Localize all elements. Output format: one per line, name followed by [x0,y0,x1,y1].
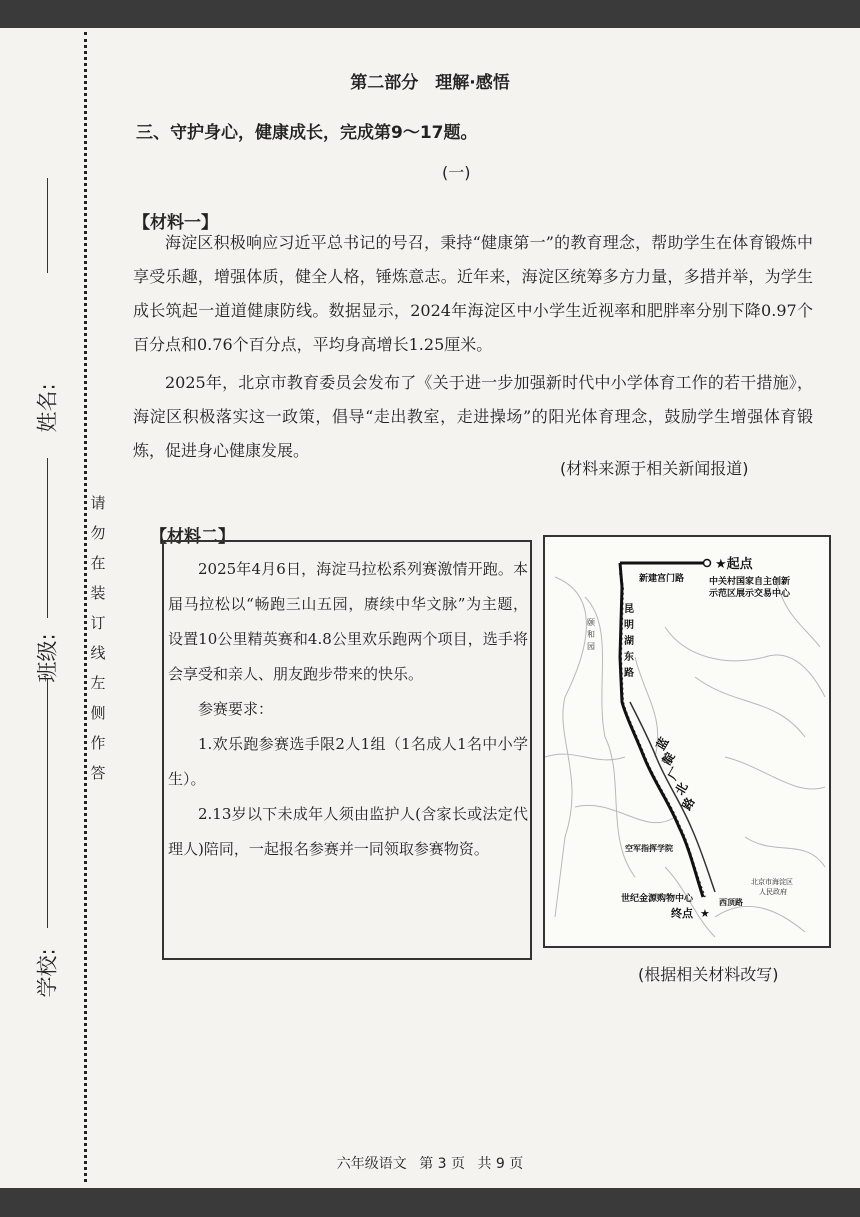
notice-char: 作 [90,734,106,752]
binding-line [84,32,87,1182]
notice-char: 答 [90,764,106,782]
notice-char: 请 [90,494,106,512]
map-road-lanzhi-char: 厂 [665,765,684,783]
map-school-label: 空军指挥学院 [625,844,673,853]
notice-char: 订 [90,614,106,632]
map-yiheyuan-char: 园 [587,642,595,651]
map-govt-line1: 北京市海淀区 [751,878,793,886]
map-road-lanzhi-char: 靛 [659,750,678,768]
map-road-top: 新建宫门路 [639,574,685,584]
map-end-label: 终点 [671,907,693,920]
sub-number: (一) [442,163,471,182]
material1-source: (材料来源于相关新闻报道) [560,459,749,478]
notice-char: 勿 [90,524,106,542]
name-write-line-upper [47,178,48,273]
map-road-kunming-char: 昆 [624,604,634,615]
route-map [543,535,831,948]
notice-char: 在 [90,554,106,572]
binding-notice [88,488,108,788]
school-label: 学校: [35,948,60,998]
notice-char: 侧 [90,704,106,722]
school-write-line [47,678,48,928]
map-road-kunming-char: 湖 [624,636,634,647]
map-xiding-road: 西顶路 [719,898,743,907]
material1-paragraph: 海淀区积极响应习近平总书记的号召，秉持“健康第一”的教育理念，帮助学生在体育锻炼中享受乐趣，增强体质，健全人格，锤炼意志。近年来，海淀区统筹多方力量，多措并举，为学生成长筑起一道道健康防线。数据显示，2024年海淀区中小学生近视率和肥胖率分别下降0.97个百分点和0.76个百分点，平均身高增长1.25厘米。 [133,233,813,354]
footer-grade: 六年级语文 [336,1156,407,1172]
map-mall-label: 世纪金源购物中心 [621,894,694,904]
map-govt-label [751,877,795,896]
map-govt-line2: 人民政府 [759,888,787,896]
map-road-lanzhi [653,735,698,813]
map-yiheyuan [587,618,595,651]
map-road-lanzhi-char: 路 [679,795,698,813]
exam-page [0,28,860,1188]
page-footer [0,1153,860,1173]
material2-paragraph: 2025年4月6日，海淀马拉松系列赛激情开跑。本届马拉松以“畅跑三山五园，赓续中华文脉”为主题，设置10公里精英赛和4.8公里欢乐跑两个项目，选手将会享受和亲人、朋友跑步带来的快乐。 [168,560,528,683]
name-label: 姓名: [35,383,60,433]
material2-paragraph: 2.13岁以下未成年人须由监护人(含家长或法定代理人)陪同，一起报名参赛并一同领取参赛物资。 [168,805,528,858]
map-road-lanzhi-char: 蓝 [653,735,672,753]
material2-text [168,552,528,867]
start-point-icon [704,560,711,567]
map-yiheyuan-char: 和 [587,630,595,639]
map-yiheyuan-char: 颐 [587,618,595,627]
map-road-kunming-char: 路 [624,668,634,679]
section-title: 三、守护身心，健康成长，完成第9～17题。 [136,123,478,143]
material2-label: 【材料二】 [150,527,235,547]
end-star-icon: ★ [700,907,710,920]
notice-char: 线 [90,644,106,662]
material2-paragraph: 参赛要求： [198,700,274,718]
map-road-kunming-char: 明 [624,620,634,631]
parallel-road [630,702,715,892]
material2-source: (根据相关材料改写) [638,965,779,984]
map-road-lanzhi-char: 北 [672,780,691,798]
part-title: 第二部分 理解·感悟 [350,73,510,93]
map-start-place-line1: 中关村国家自主创新 [709,577,791,587]
footer-total: 共 9 页 [477,1156,524,1172]
footer-page: 第 3 页 [419,1156,465,1172]
material2-paragraph: 1.欢乐跑参赛选手限2人1组（1名成人1名中小学生）。 [168,735,528,788]
map-start-place-line2: 示范区展示交易中心 [709,589,791,599]
map-start-place [709,575,793,599]
class-write-line [47,458,48,618]
map-start-label: ★起点 [715,557,753,572]
notice-char: 装 [90,584,106,602]
notice-char: 左 [90,674,106,692]
material1-paragraph: 2025年，北京市教育委员会发布了《关于进一步加强新时代中小学体育工作的若干措施》，海淀区积极落实这一政策，倡导“走出教室，走进操场”的阳光体育理念，鼓励学生增强体育锻炼，促进身心健康发展。 [133,373,813,460]
map-road-kunming [623,602,634,679]
material1-label: 【材料一】 [133,213,218,233]
map-road-kunming-char: 东 [624,652,634,663]
class-label: 班级: [35,633,60,683]
